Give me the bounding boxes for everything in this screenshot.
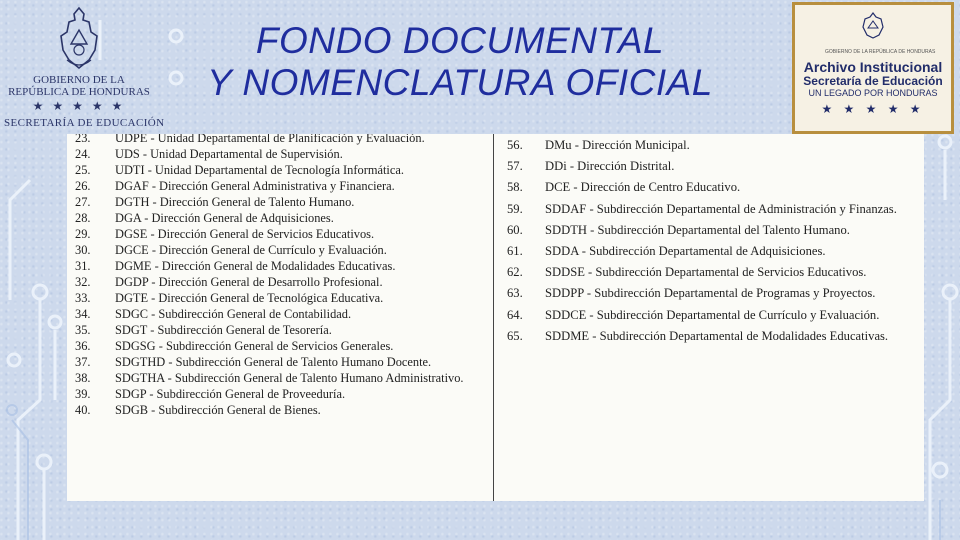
- item-number: 64.: [507, 307, 523, 322]
- item-number: 57.: [507, 159, 523, 174]
- list-item: [507, 223, 917, 239]
- list-item: [75, 210, 490, 226]
- list-item: [507, 308, 917, 324]
- item-number: 24.: [75, 147, 91, 161]
- item-number: 63.: [507, 286, 523, 301]
- list-item: [507, 138, 917, 154]
- item-number: 61.: [507, 243, 523, 258]
- item-text: SDDPP - Subdirección Departamental de Programas y Proyectos.: [545, 286, 876, 301]
- list-item: [75, 402, 490, 418]
- item-text: SDGTHA - Subdirección General de Talento Humano Administrativo.: [115, 371, 464, 385]
- item-text: SDDA - Subdirección Departamental de Adquisiciones.: [545, 243, 826, 258]
- item-number: 65.: [507, 328, 523, 343]
- item-text: DGTH - Dirección General de Talento Humano.: [115, 195, 355, 209]
- title-line2: Y NOMENCLATURA OFICIAL: [207, 62, 713, 103]
- list-item: [75, 370, 490, 386]
- item-text: SDGT - Subdirección General de Tesorería.: [115, 323, 332, 337]
- item-number: 60.: [507, 222, 523, 237]
- list-item: [507, 202, 917, 218]
- item-number: 23.: [75, 134, 91, 145]
- item-number: 56.: [507, 138, 523, 152]
- item-text: SDGP - Subdirección General de Proveeduría.: [115, 387, 346, 401]
- archive-logo: [792, 2, 954, 134]
- list-item: [507, 265, 917, 281]
- item-text: SDDTH - Subdirección Departamental del Talento Humano.: [545, 222, 850, 237]
- item-number: 38.: [75, 371, 91, 385]
- item-number: 59.: [507, 201, 523, 216]
- item-number: 30.: [75, 243, 91, 257]
- item-number: 34.: [75, 307, 91, 321]
- list-item: [507, 329, 917, 345]
- right-list: [507, 138, 917, 350]
- list-item: [75, 290, 490, 306]
- item-number: 39.: [75, 387, 91, 401]
- item-number: 40.: [75, 403, 91, 417]
- coat-of-arms-icon: [55, 4, 103, 74]
- item-text: DGA - Dirección General de Adquisiciones.: [115, 211, 334, 225]
- list-item: [507, 286, 917, 302]
- item-text: DGME - Dirección General de Modalidades Educativas.: [115, 259, 396, 273]
- item-text: SDGSG - Subdirección General de Servicios Generales.: [115, 339, 394, 353]
- stars-icon: ★ ★ ★ ★ ★: [32, 99, 126, 113]
- item-text: UDS - Unidad Departamental de Supervisión.: [115, 147, 343, 161]
- item-number: 28.: [75, 211, 91, 225]
- slide-title: [150, 20, 770, 104]
- list-item: [507, 159, 917, 175]
- title-line1: FONDO DOCUMENTAL: [255, 20, 665, 61]
- item-number: 29.: [75, 227, 91, 241]
- list-item: [75, 354, 490, 370]
- list-item: [75, 306, 490, 322]
- item-text: DGCE - Dirección General de Currículo y Evaluación.: [115, 243, 387, 257]
- item-text: DGAF - Dirección General Administrativa y Financiera.: [115, 179, 395, 193]
- item-text: SDDCE - Subdirección Departamental de Currículo y Evaluación.: [545, 307, 880, 322]
- list-item: [75, 274, 490, 290]
- gov-secretaria: SECRETARÍA DE EDUCACIÓN: [4, 117, 165, 129]
- list-item: [75, 134, 490, 146]
- item-number: 27.: [75, 195, 91, 209]
- item-text: DGTE - Dirección General de Tecnológica Educativa.: [115, 291, 384, 305]
- item-number: 26.: [75, 179, 91, 193]
- item-number: 32.: [75, 275, 91, 289]
- list-item: [75, 194, 490, 210]
- archive-small-text: GOBIERNO DE LA REPÚBLICA DE HONDURAS: [825, 49, 936, 55]
- gov-line1: GOBIERNO DE LA: [33, 74, 125, 86]
- archive-title: Archivo Institucional: [803, 59, 943, 75]
- item-text: SDDME - Subdirección Departamental de Modalidades Educativas.: [545, 328, 889, 343]
- stars-icon: ★ ★ ★ ★ ★: [821, 102, 925, 116]
- item-text: SDGB - Subdirección General de Bienes.: [115, 403, 321, 417]
- column-divider: [493, 134, 494, 501]
- item-number: 33.: [75, 291, 91, 305]
- list-item: [75, 178, 490, 194]
- item-text: UDPE - Unidad Departamental de Planificación y Evaluación.: [115, 134, 425, 145]
- item-number: 25.: [75, 163, 91, 177]
- list-item: [75, 226, 490, 242]
- archive-tagline: UN LEGADO POR HONDURAS: [808, 88, 938, 98]
- gov-line2: REPÚBLICA DE HONDURAS: [8, 86, 150, 98]
- item-text: SDGTHD - Subdirección General de Talento Humano Docente.: [115, 355, 432, 369]
- item-text: DDi - Dirección Distrital.: [545, 159, 675, 174]
- list-item: [507, 244, 917, 260]
- left-list: [75, 134, 490, 418]
- item-text: DGDP - Dirección General de Desarrollo Profesional.: [115, 275, 383, 289]
- list-item: [507, 180, 917, 196]
- list-item: [75, 338, 490, 354]
- government-logo: [4, 4, 165, 134]
- item-number: 35.: [75, 323, 91, 337]
- list-item: [75, 258, 490, 274]
- item-text: DMu - Dirección Municipal.: [545, 138, 690, 152]
- list-item: [75, 242, 490, 258]
- item-number: 36.: [75, 339, 91, 353]
- list-item: [75, 146, 490, 162]
- document-scan: [67, 134, 924, 501]
- item-number: 31.: [75, 259, 91, 273]
- item-text: DGSE - Dirección General de Servicios Educativos.: [115, 227, 375, 241]
- list-item: [75, 386, 490, 402]
- item-number: 62.: [507, 265, 523, 280]
- archive-subtitle: Secretaría de Educación: [803, 74, 943, 88]
- item-text: SDDSE - Subdirección Departamental de Servicios Educativos.: [545, 265, 867, 280]
- item-number: 37.: [75, 355, 91, 369]
- item-text: SDGC - Subdirección General de Contabilidad.: [115, 307, 352, 321]
- item-text: DCE - Dirección de Centro Educativo.: [545, 180, 741, 195]
- coat-of-arms-icon: [861, 11, 885, 39]
- item-number: 58.: [507, 180, 523, 195]
- list-item: [75, 162, 490, 178]
- item-text: SDDAF - Subdirección Departamental de Administración y Finanzas.: [545, 201, 897, 216]
- list-item: [75, 322, 490, 338]
- item-text: UDTI - Unidad Departamental de Tecnología Informática.: [115, 163, 404, 177]
